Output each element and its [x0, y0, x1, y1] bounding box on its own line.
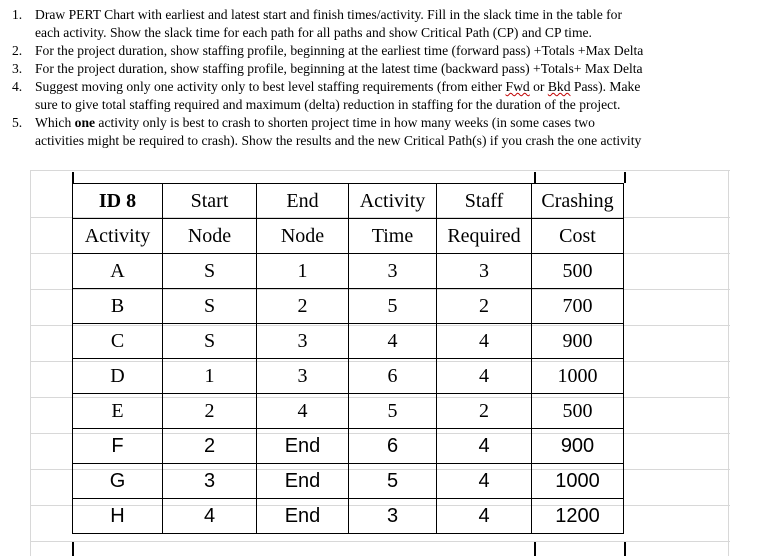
cell-staff: 4 [437, 359, 532, 394]
question-number: 3. [12, 61, 23, 76]
table-border-tick [534, 172, 536, 183]
question-text-fragment: Pass). Make [570, 79, 641, 94]
cell-cost: 900 [532, 324, 624, 359]
table-border-tick [624, 172, 626, 183]
cell-time: 4 [349, 324, 437, 359]
cell-end-node: 2 [257, 289, 349, 324]
cell-end-node: 3 [257, 324, 349, 359]
header-time: Time [349, 219, 437, 254]
question-4 [0, 78, 764, 114]
question-text-fragment: activity only is best to crash to shorten project time in how many weeks (in some cases two [95, 115, 595, 130]
cell-end-node: End [257, 429, 349, 464]
question-text-line: For the project duration, show staffing profile, beginning at the latest time (backward pass) +Totals+ Max Delta [35, 61, 643, 76]
emphasis-word: one [74, 115, 96, 130]
table-row [73, 464, 624, 499]
cell-start-node: 2 [163, 429, 257, 464]
question-2 [0, 42, 764, 60]
assignment-questions [0, 6, 764, 150]
cell-staff: 2 [437, 289, 532, 324]
cell-end-node: 1 [257, 254, 349, 289]
table-header-row [73, 219, 624, 254]
table-row [73, 359, 624, 394]
header-start: Start [163, 184, 257, 219]
header-cost: Cost [532, 219, 624, 254]
cell-start-node: S [163, 324, 257, 359]
question-3 [0, 60, 764, 78]
cell-activity: F [73, 429, 163, 464]
cell-staff: 2 [437, 394, 532, 429]
header-end: End [257, 184, 349, 219]
table-row [73, 324, 624, 359]
cell-start-node: S [163, 289, 257, 324]
question-number: 4. [12, 79, 23, 94]
table-row [73, 429, 624, 464]
cell-start-node: 3 [163, 464, 257, 499]
cell-staff: 4 [437, 324, 532, 359]
cell-start-node: 1 [163, 359, 257, 394]
table-border-tick [72, 542, 74, 556]
table-row [73, 394, 624, 429]
question-1 [0, 6, 764, 42]
cell-start-node: S [163, 254, 257, 289]
cell-time: 5 [349, 464, 437, 499]
cell-cost: 1200 [532, 499, 624, 534]
header-staff: Staff [437, 184, 532, 219]
cell-end-node: 3 [257, 359, 349, 394]
header-activity: Activity [349, 184, 437, 219]
question-text-line: For the project duration, show staffing profile, beginning at the earliest time (forward pass) +Totals +Max Delta [35, 43, 644, 58]
cell-staff: 4 [437, 499, 532, 534]
table-row [73, 254, 624, 289]
table-header-row [73, 184, 624, 219]
table-border-tick [534, 542, 536, 556]
cell-time: 6 [349, 359, 437, 394]
question-text-line: each activity. Show the slack time for each path for all paths and show Critical Path (CP) and CP time. [35, 25, 592, 40]
cell-staff: 4 [437, 429, 532, 464]
cell-activity: A [73, 254, 163, 289]
header-activity-name: Activity [73, 219, 163, 254]
cell-cost: 1000 [532, 359, 624, 394]
question-number: 5. [12, 115, 23, 130]
cell-activity: B [73, 289, 163, 324]
cell-activity: H [73, 499, 163, 534]
cell-activity: E [73, 394, 163, 429]
spellcheck-word: Fwd [505, 79, 530, 94]
header-crashing: Crashing [532, 184, 624, 219]
header-node-end: Node [257, 219, 349, 254]
table-border-tick [624, 542, 626, 556]
cell-cost: 700 [532, 289, 624, 324]
cell-cost: 500 [532, 254, 624, 289]
question-text-line: Draw PERT Chart with earliest and latest start and finish times/activity. Fill in the slack time in the table for [35, 7, 622, 22]
question-text-fragment: Which [35, 115, 75, 130]
cell-end-node: End [257, 499, 349, 534]
spellcheck-word: Bkd [547, 79, 571, 94]
cell-staff: 4 [437, 464, 532, 499]
ghost-gridline [728, 170, 729, 556]
ghost-gridline [30, 170, 730, 171]
activity-table [72, 183, 624, 534]
cell-staff: 3 [437, 254, 532, 289]
cell-cost: 500 [532, 394, 624, 429]
question-number: 1. [12, 7, 23, 22]
cell-time: 5 [349, 394, 437, 429]
question-text-fragment: Suggest moving only one activity only to best level staffing requirements (from either [35, 79, 506, 94]
question-text-line: activities might be required to crash). Show the results and the new Critical Path(s) if you crash the one activity [35, 133, 642, 148]
cell-start-node: 4 [163, 499, 257, 534]
table-row [73, 289, 624, 324]
header-id: ID 8 [73, 184, 163, 219]
cell-activity: D [73, 359, 163, 394]
question-text-fragment: or [529, 79, 548, 94]
table-row [73, 499, 624, 534]
question-number: 2. [12, 43, 23, 58]
cell-activity: G [73, 464, 163, 499]
cell-start-node: 2 [163, 394, 257, 429]
cell-activity: C [73, 324, 163, 359]
header-node-start: Node [163, 219, 257, 254]
header-required: Required [437, 219, 532, 254]
cell-end-node: 4 [257, 394, 349, 429]
cell-end-node: End [257, 464, 349, 499]
cell-time: 3 [349, 499, 437, 534]
cell-cost: 1000 [532, 464, 624, 499]
cell-time: 6 [349, 429, 437, 464]
cell-time: 3 [349, 254, 437, 289]
ghost-gridline [30, 170, 31, 556]
question-text-line: sure to give total staffing required and maximum (delta) reduction in staffing for the duration of the project. [35, 97, 621, 112]
cell-cost: 900 [532, 429, 624, 464]
table-border-tick [72, 172, 74, 183]
question-5 [0, 114, 764, 150]
cell-time: 5 [349, 289, 437, 324]
